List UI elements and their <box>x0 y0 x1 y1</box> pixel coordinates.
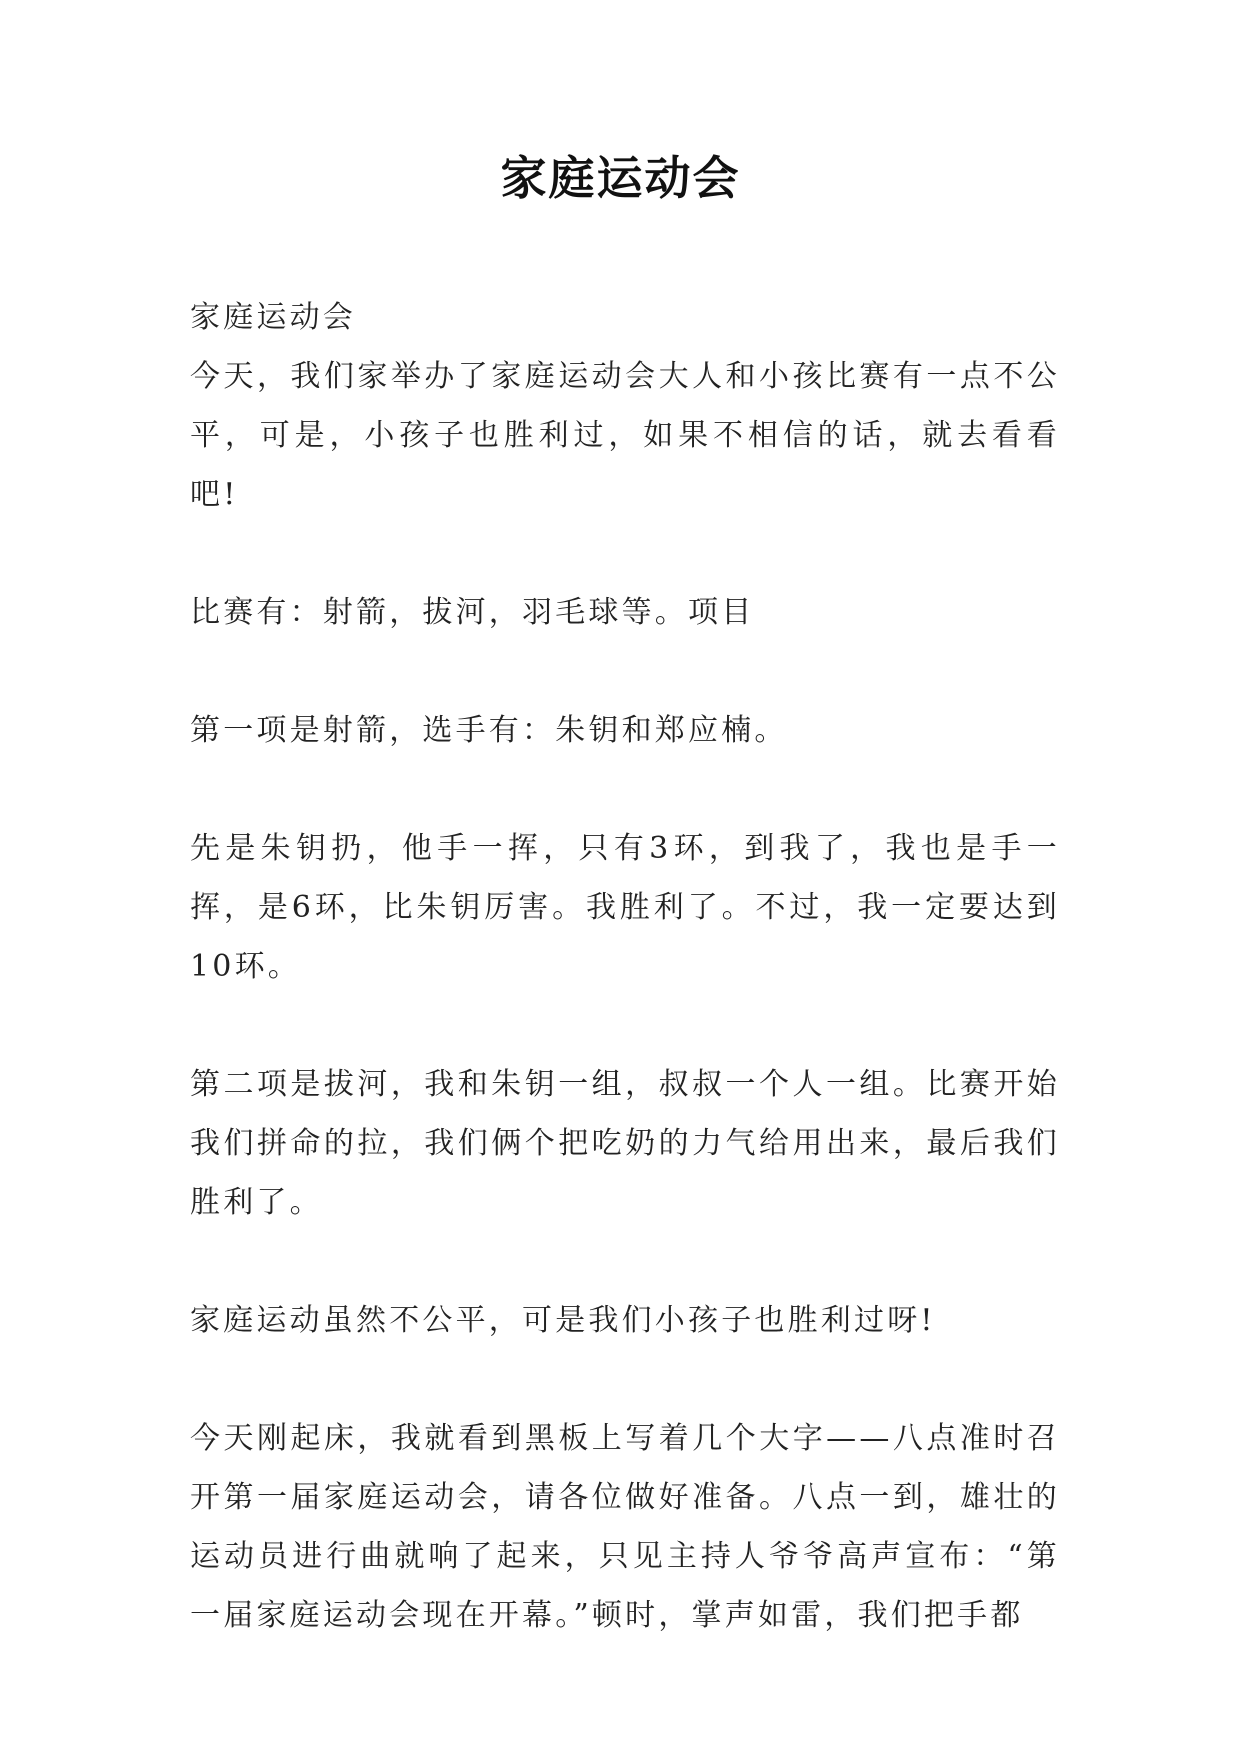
paragraph-first-event: 第一项是射箭，选手有：朱钥和郑应楠。 <box>190 713 788 748</box>
paragraph-events: 比赛有：射箭，拔河，羽毛球等。项目 <box>190 595 755 630</box>
paragraph-subtitle: 家庭运动会 <box>190 300 356 335</box>
paragraph-intro: 今天，我们家举办了家庭运动会大人和小孩比赛有一点不公平，可是，小孩子也胜利过，如果不相信的话，就去看看吧! <box>190 359 1060 512</box>
paragraph-second-story: 今天刚起床，我就看到黑板上写着几个大字——八点准时召开第一届家庭运动会，请各位做好准备。八点一到，雄壮的运动员进行曲就响了起来，只见主持人爷爷高声宣布：“第一届家庭运动会现在开幕。”顿时，掌声如雷，我们把手都 <box>190 1421 1060 1633</box>
paragraph-tug-of-war: 第二项是拔河，我和朱钥一组，叔叔一个人一组。比赛开始我们拼命的拉，我们俩个把吃奶的力气给用出来，最后我们胜利了。 <box>190 1067 1060 1220</box>
paragraph-archery: 先是朱钥扔，他手一挥，只有3环，到我了，我也是手一挥，是6环，比朱钥厉害。我胜利了。不过，我一定要达到10环。 <box>190 831 1060 984</box>
document-title: 家庭运动会 <box>500 151 741 205</box>
paragraph-conclusion: 家庭运动虽然不公平，可是我们小孩子也胜利过呀! <box>190 1303 936 1338</box>
document-body <box>190 288 1060 1645</box>
